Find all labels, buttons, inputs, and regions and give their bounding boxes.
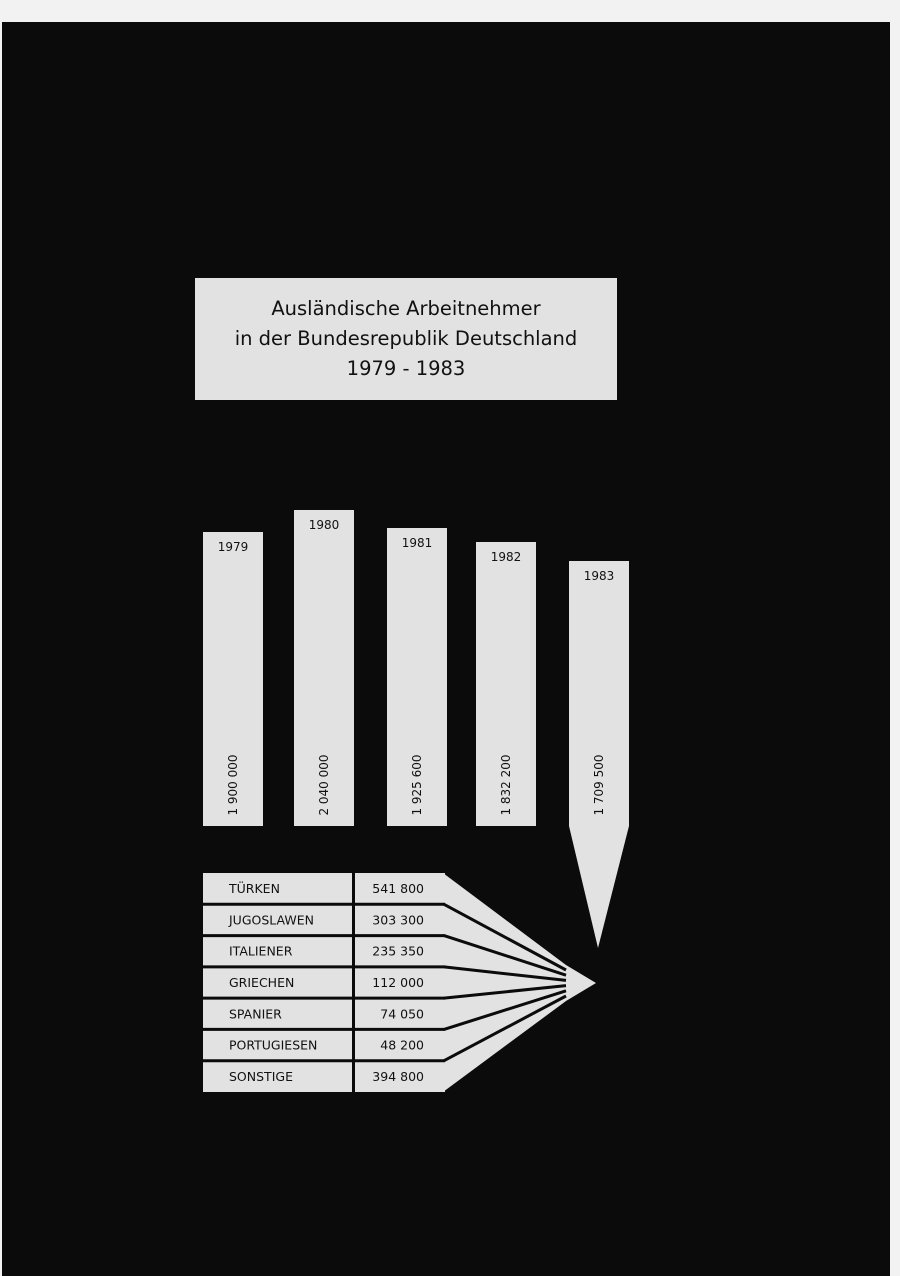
bar-year-label-1982: 1982 bbox=[490, 550, 522, 564]
row-label: SONSTIGE bbox=[229, 1068, 293, 1084]
bar-value-label-1983: 1 709 500 bbox=[592, 754, 606, 816]
title-line-1: Ausländische Arbeitnehmer bbox=[271, 297, 541, 320]
title-line-2: in der Bundesrepublik Deutschland bbox=[234, 327, 578, 350]
title-line-3: 1979 - 1983 bbox=[346, 357, 466, 380]
bar-year-label-1980: 1980 bbox=[308, 518, 340, 532]
row-label: SPANIER bbox=[229, 1006, 282, 1022]
row-value: 303 300 bbox=[372, 912, 424, 928]
row-value: 394 800 bbox=[372, 1068, 424, 1084]
bar-value-label-1981: 1 925 600 bbox=[410, 754, 424, 816]
bar-year-label-1983: 1983 bbox=[583, 569, 615, 583]
bar-value-label-1980: 2 040 000 bbox=[317, 754, 331, 816]
bar-year-label-1981: 1981 bbox=[401, 536, 433, 550]
bar-value-label-1982: 1 832 200 bbox=[499, 754, 513, 816]
funnel-panel bbox=[443, 873, 596, 1092]
bar-value-label-1979: 1 900 000 bbox=[226, 754, 240, 816]
row-label: PORTUGIESEN bbox=[229, 1037, 318, 1053]
row-value: 48 200 bbox=[380, 1037, 424, 1053]
breakdown-table bbox=[203, 873, 596, 1092]
row-value: 235 350 bbox=[372, 943, 424, 959]
row-label: ITALIENER bbox=[229, 943, 293, 959]
row-value: 541 800 bbox=[372, 881, 424, 897]
row-label: TÜRKEN bbox=[229, 881, 280, 897]
row-label: JUGOSLAWEN bbox=[229, 912, 315, 928]
bar-year-label-1979: 1979 bbox=[217, 540, 249, 554]
row-label: GRIECHEN bbox=[229, 975, 295, 990]
row-value: 74 050 bbox=[380, 1006, 424, 1022]
row-value: 112 000 bbox=[372, 975, 424, 990]
